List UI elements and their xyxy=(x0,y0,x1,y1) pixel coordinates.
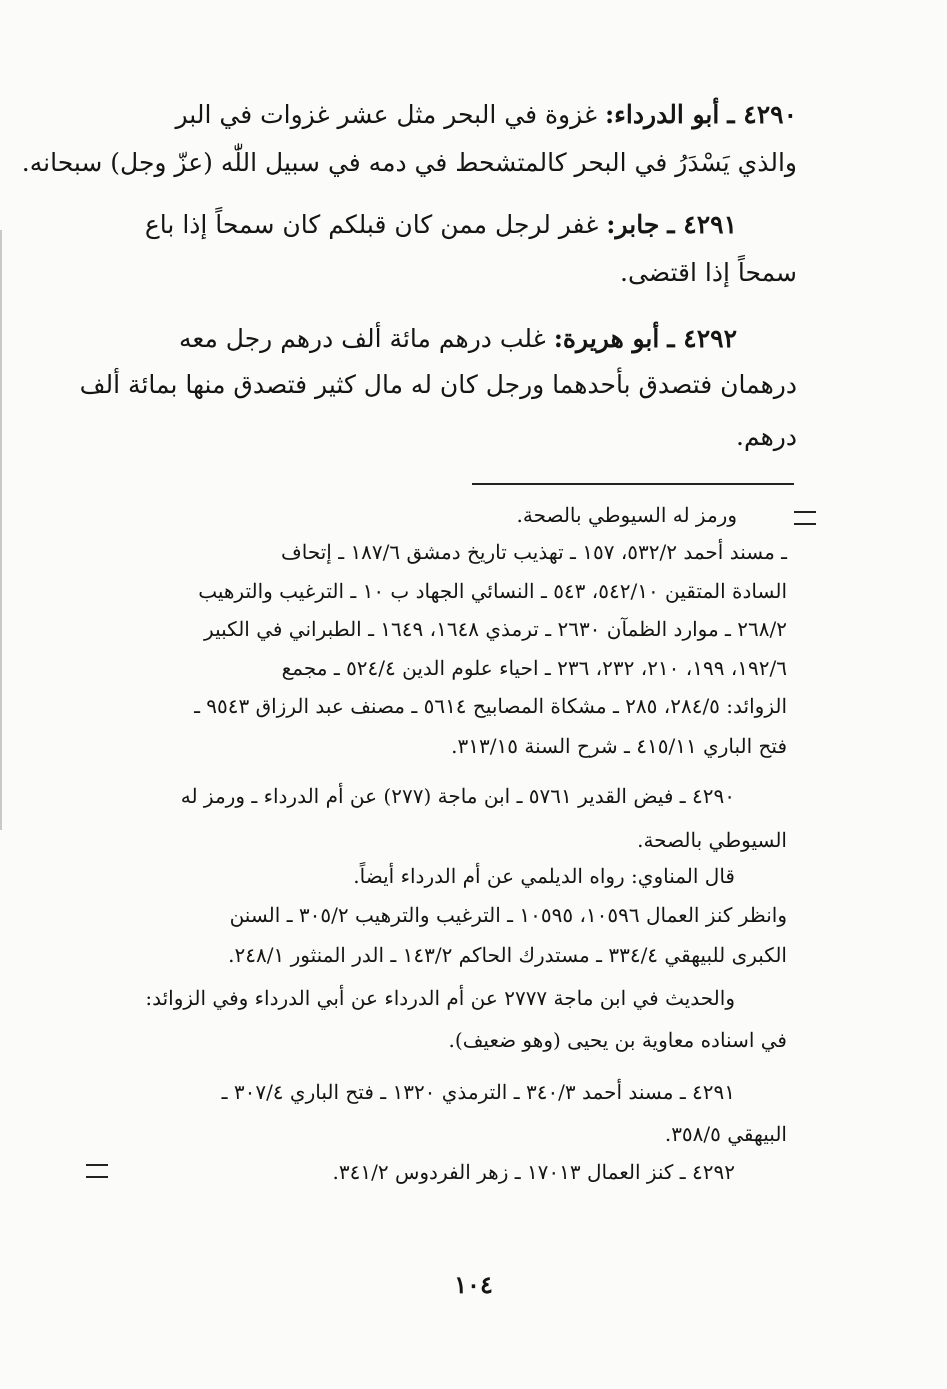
hadith-4292-line-2: درهمان فتصدق بأحدهما ورجل كان له مال كثير فتصدق منها بمائة ألف xyxy=(79,370,797,399)
footnote-line: ٤٢٩٢ ـ كنز العمال ١٧٠١٣ ـ زهر الفردوس ٣٤١/٢. xyxy=(332,1160,735,1184)
footnote-line: فتح الباري ٤١٥/١١ ـ شرح السنة ٣١٣/١٥. xyxy=(451,734,787,758)
hadith-text: غفر لرجل ممن كان قبلكم كان سمحاً إذا باع xyxy=(144,210,599,239)
page-number: ١٠٤ xyxy=(454,1270,493,1299)
hadith-narrator: جابر: xyxy=(606,210,660,239)
footnote-line: السيوطي بالصحة. xyxy=(637,828,787,852)
footnote-line: ورمز له السيوطي بالصحة. xyxy=(516,503,737,527)
footnote-separator xyxy=(472,483,794,485)
footnote-line: في اسناده معاوية بن يحيى (وهو ضعيف). xyxy=(448,1028,787,1052)
hadith-4292-line-1 xyxy=(97,324,737,353)
hadith-text: غزوة في البحر مثل عشر غزوات في البر xyxy=(175,100,597,129)
footnote-line: ٤٢٩٠ ـ فيض القدير ٥٧٦١ ـ ابن ماجة (٢٧٧) عن أم الدرداء ـ ورمز له xyxy=(180,784,735,808)
footnote-line: ٤٢٩١ ـ مسند أحمد ٣٤٠/٣ ـ الترمذي ١٣٢٠ ـ فتح الباري ٣٠٧/٤ ـ xyxy=(221,1080,735,1104)
footnote-line: ٢٦٨/٢ ـ موارد الظمآن ٢٦٣٠ ـ ترمذي ١٦٤٨، ١٦٤٩ ـ الطبراني في الكبير xyxy=(204,617,787,641)
hadith-number: ٤٢٩٢ ـ xyxy=(667,324,737,353)
footnote-line: قال المناوي: رواه الديلمي عن أم الدرداء أيضاً. xyxy=(353,864,735,888)
scan-edge-shadow xyxy=(0,230,2,830)
footnote-line: الكبرى للبيهقي ٣٣٤/٤ ـ مستدرك الحاكم ١٤٣/٢ ـ الدر المنثور ٢٤٨/١. xyxy=(228,943,787,967)
hadith-number: ٤٢٩١ ـ xyxy=(667,210,737,239)
hadith-number: ٤٢٩٠ ـ xyxy=(727,100,797,129)
hadith-4292-line-3: درهم. xyxy=(736,422,797,451)
footnote-line: السادة المتقين ٥٤٢/١٠، ٥٤٣ ـ النسائي الجهاد ب ١٠ ـ الترغيب والترهيب xyxy=(198,579,787,603)
hadith-narrator: أبو هريرة: xyxy=(553,324,660,353)
footnote-line: ـ مسند أحمد ٥٣٢/٢، ١٥٧ ـ تهذيب تاريخ دمشق ١٨٧/٦ ـ إتحاف xyxy=(281,540,787,564)
footnote-line: والحديث في ابن ماجة ٢٧٧٧ عن أم الدرداء عن أبي الدرداء وفي الزوائد: xyxy=(145,986,735,1010)
footnote-line: البيهقي ٣٥٨/٥. xyxy=(664,1122,787,1146)
hadith-narrator: أبو الدرداء: xyxy=(604,100,720,129)
footnote-line: ١٩٢/٦، ١٩٩، ٢١٠، ٢٣٢، ٢٣٦ ـ احياء علوم الدين ٥٢٤/٤ ـ مجمع xyxy=(281,656,787,680)
footnote-line: الزوائد: ٢٨٤/٥، ٢٨٥ ـ مشكاة المصابيح ٥٦١٤ ـ مصنف عبد الرزاق ٩٥٤٣ ـ xyxy=(194,694,787,718)
hadith-text: غلب درهم مائة ألف درهم رجل معه xyxy=(178,324,546,353)
hadith-4290-line-1 xyxy=(97,100,797,129)
hadith-4290-line-2: والذي يَسْدَرُ في البحر كالمتشحط في دمه في سبيل اللّٰه (عزّ وجل) سبحانه. xyxy=(21,148,797,177)
footnote-line: وانظر كنز العمال ١٠٥٩٦، ١٠٥٩٥ ـ الترغيب والترهيب ٣٠٥/٢ ـ السنن xyxy=(229,903,787,927)
hadith-4291-line-2: سمحاً إذا اقتضى. xyxy=(620,258,797,287)
hadith-4291-line-1 xyxy=(97,210,737,239)
continuation-mark xyxy=(794,511,816,525)
